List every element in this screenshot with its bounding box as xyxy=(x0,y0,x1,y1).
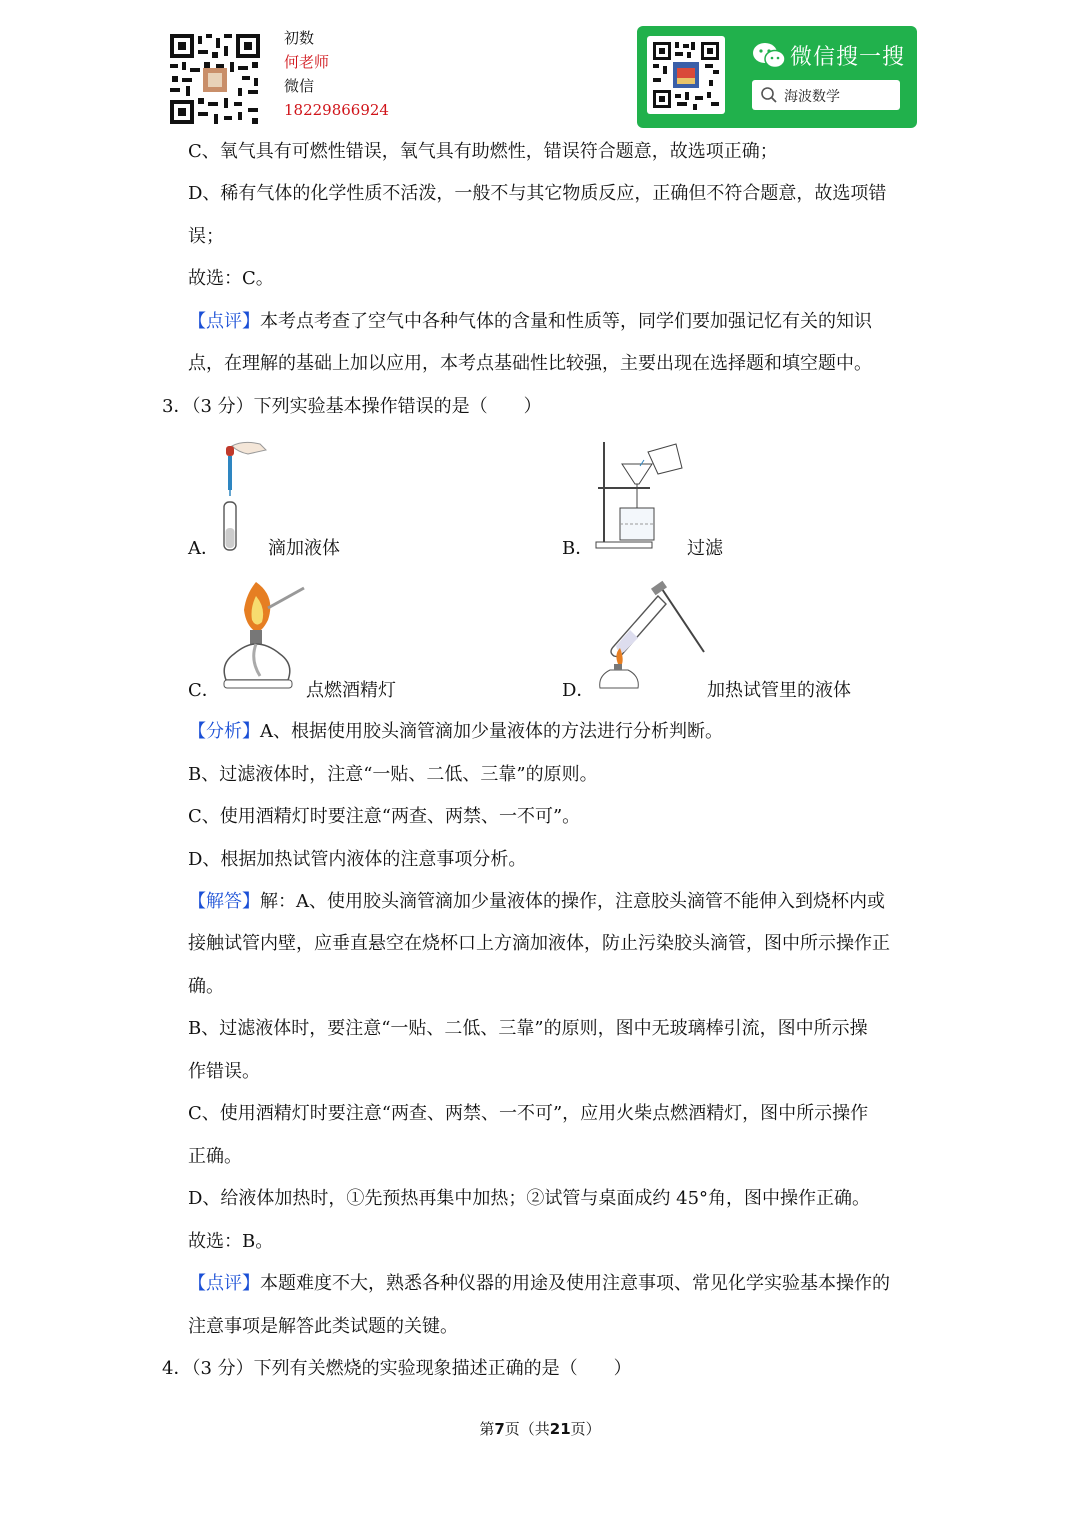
review-tag: 【点评】 xyxy=(188,311,260,332)
text-line: 故选：C。 xyxy=(188,268,274,289)
review-text: 本题难度不大，熟悉各种仪器的用途及使用注意事项、常见化学实验基本操作的 xyxy=(260,1273,890,1294)
analysis-line xyxy=(188,720,723,744)
text-line: 故选：B。 xyxy=(188,1231,274,1252)
footer-pre: 第 xyxy=(479,1420,495,1438)
option-a-letter: A． xyxy=(188,538,219,559)
text-line: C、使用酒精灯时要注意“两查、两禁、一不可”。 xyxy=(188,806,581,827)
text-line: 确。 xyxy=(188,976,224,997)
question-3: 3．（3 分）下列实验基本操作错误的是（ ） xyxy=(162,396,542,417)
page-footer xyxy=(0,1418,1080,1439)
alcohol-lamp-illustration xyxy=(216,580,308,700)
search-icon xyxy=(760,86,778,108)
text-line: 作错误。 xyxy=(188,1061,260,1082)
contact-line-subject: 初数 xyxy=(284,29,315,47)
analysis-text: A、根据使用胶头滴管滴加少量液体的方法进行分析判断。 xyxy=(260,721,723,742)
text-line: C、氧气具有可燃性错误，氧气具有助燃性，错误符合题意，故选项正确； xyxy=(188,141,778,162)
text-line: D、稀有气体的化学性质不活泼，一般不与其它物质反应，正确但不符合题意，故选项错 xyxy=(188,183,887,204)
option-b-letter: B． xyxy=(562,538,594,559)
option-a-text: 滴加液体 xyxy=(268,538,340,559)
text-line: B、过滤液体时，注意“一贴、二低、三靠”的原则。 xyxy=(188,764,598,785)
text-line: 点，在理解的基础上加以应用，本考点基础性比较强，主要出现在选择题和填空题中。 xyxy=(188,353,872,374)
text-line: D、根据加热试管内液体的注意事项分析。 xyxy=(188,849,527,870)
option-d-letter: D． xyxy=(562,680,595,701)
solution-text: 解：A、使用胶头滴管滴加少量液体的操作，注意胶头滴管不能伸入到烧杯内或 xyxy=(260,891,885,912)
option-d-text: 加热试管里的液体 xyxy=(707,680,851,701)
review-line xyxy=(188,1272,890,1296)
text-line: D、给液体加热时，①先预热再集中加热；②试管与桌面成约 45°角，图中操作正确。 xyxy=(188,1188,871,1209)
text-line: C、使用酒精灯时要注意“两查、两禁、一不可”，应用火柴点燃酒精灯，图中所示操作 xyxy=(188,1103,869,1124)
wechat-search-box[interactable] xyxy=(752,80,900,110)
wechat-search-query: 海波数学 xyxy=(784,89,840,105)
review-tag: 【点评】 xyxy=(188,1273,260,1294)
question-4: 4．（3 分）下列有关燃烧的实验现象描述正确的是（ ） xyxy=(162,1358,632,1379)
dropper-illustration xyxy=(218,440,268,559)
solution-line xyxy=(188,890,885,914)
text-line: 注意事项是解答此类试题的关键。 xyxy=(188,1316,458,1337)
page-number: 7 xyxy=(494,1420,505,1438)
text-line: 误； xyxy=(188,226,224,247)
contact-line-teacher: 何老师 xyxy=(284,53,330,71)
solution-tag: 【解答】 xyxy=(188,891,260,912)
text-line: B、过滤液体时，要注意“一贴、二低、三靠”的原则，图中无玻璃棒引流，图中所示操 xyxy=(188,1018,868,1039)
contact-line-wechat: 微信 xyxy=(284,77,315,95)
filtration-illustration xyxy=(592,438,687,557)
wechat-search-title: 微信搜一搜 xyxy=(790,45,906,70)
review-text: 本考点考查了空气中各种气体的含量和性质等，同学们要加强记忆有关的知识 xyxy=(260,311,872,332)
footer-mid: 页（共 xyxy=(504,1420,550,1438)
review-line xyxy=(188,310,872,334)
contact-line-phone: 18229866924 xyxy=(284,101,389,119)
heating-tube-illustration xyxy=(594,580,706,700)
wechat-logo-icon xyxy=(752,42,786,74)
contact-info xyxy=(284,26,389,122)
option-b-text: 过滤 xyxy=(687,538,723,559)
option-c-text: 点燃酒精灯 xyxy=(306,680,396,701)
text-line: 正确。 xyxy=(188,1146,242,1167)
analysis-tag: 【分析】 xyxy=(188,721,260,742)
text-line: 接触试管内壁，应垂直悬空在烧杯口上方滴加液体，防止污染胶头滴管，图中所示操作正 xyxy=(188,933,890,954)
page-total: 21 xyxy=(549,1420,571,1438)
footer-post: 页） xyxy=(570,1420,601,1438)
wechat-qr-code xyxy=(647,36,725,114)
contact-qr-code xyxy=(168,32,262,126)
option-c-letter: C． xyxy=(188,680,220,701)
